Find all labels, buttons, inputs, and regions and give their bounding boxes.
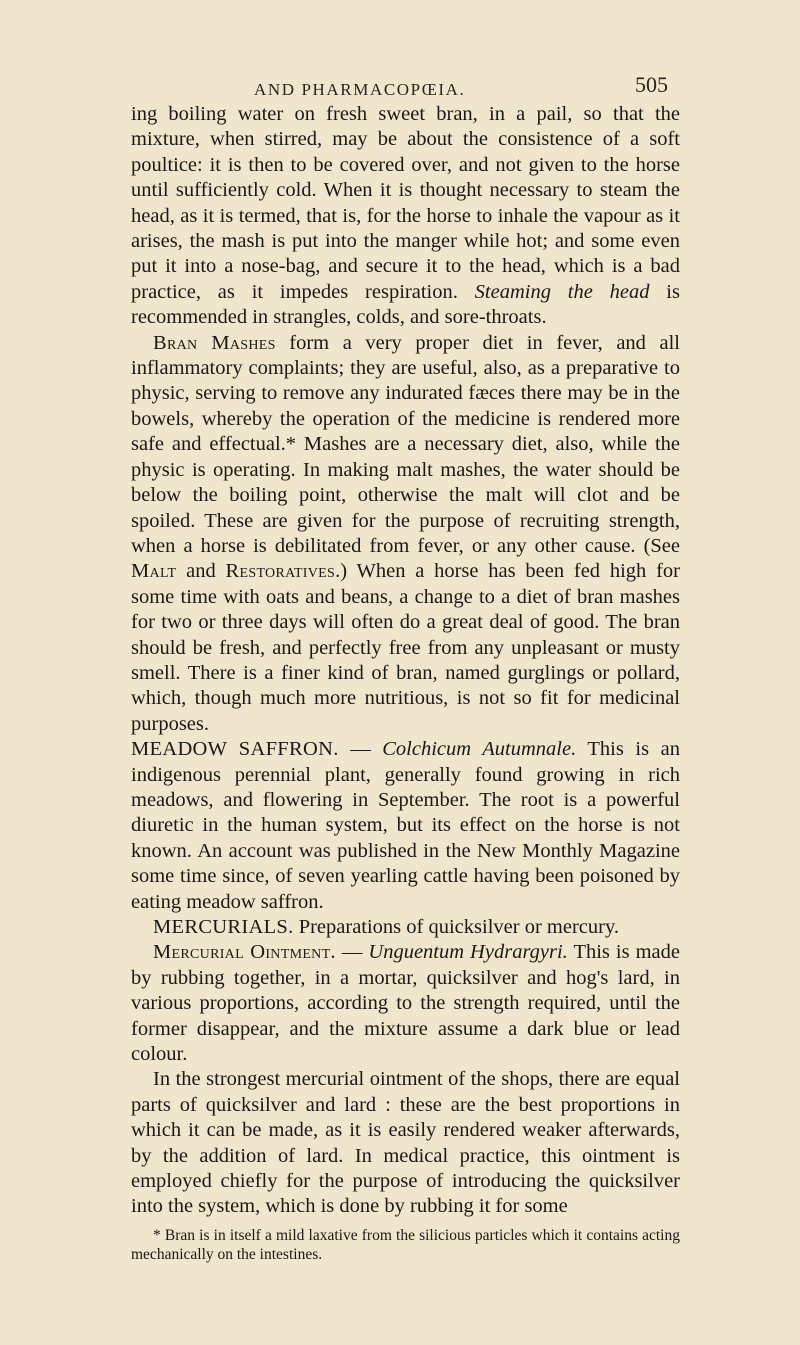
paragraph-strongest-ointment	[131, 1067, 680, 1219]
latin-name: Colchicum Autumnale.	[382, 738, 577, 761]
text-run: This is made by rubbing together, in a mortar, quicksilver and hog's lard, in various proportions, according to the strength required, until the former disappear, and the mixture assume a dark blue or lead colour.	[131, 941, 680, 1066]
text-run: This is an indigenous perennial plant, generally found growing in rich meadows, and flowering in September. The root is a powerful diuretic in the human system, but its effect on the horse is not known. An account was published in the New Monthly Magazine some time since, of seven yearling cattle having been poisoned by eating meadow saffron.	[131, 738, 680, 913]
text-run: Preparations of quicksilver or mercury.	[293, 916, 619, 938]
entry-headword: MEADOW SAFFRON.	[131, 738, 339, 761]
paragraph-bran-mashes	[131, 331, 680, 738]
footnote: * Bran is in itself a mild laxative from the silicious particles which it contains acting mechanically on the intestines.	[131, 1226, 680, 1263]
text-run: form a very proper diet in fever, and all inflammatory complaints; they are useful, also, as a preparative to physic, serving to remove any indurated fæces there may be in the bowels, whereby the operation of the medicine is rendered more safe and effectual.* Mashes are a necessary diet, also, while the physic is operating. In making malt mashes, the water should be below the boiling point, otherwise the malt will clot and be spoiled. These are given for the purpose of recruiting strength, when a horse is debilitated from fever, or any other cause. (See	[131, 331, 680, 557]
text-run: and	[176, 560, 226, 583]
paragraph-mercurial-ointment	[131, 940, 680, 1067]
text-run: ing boiling water on fresh sweet bran, in a pail, so that the mixture, when stirred, may be about the consistence of a soft poultice: it is then to be covered over, and not given to the horse until sufficiently cold. When it is thought necessary to steam the head, as it is termed, that is, for the horse to inhale the vapour as it arises, the mash is put into the manger while hot; and some even put it into a nose-bag, and secure it to the head, which is a bad practice, as it impedes respiration.	[131, 103, 680, 303]
text-run: .) When a horse has been fed high for some time with oats and beans, a change to a diet of bran mashes for two or three days will often do a great deal of good. The bran should be fresh, and perfectly free from any unpleasant or musty smell. There is a finer kind of bran, named gurglings or pollard, which, though much more nutritious, is not so fit for medicinal purposes.	[131, 560, 680, 735]
paragraph-mercurials	[131, 915, 680, 940]
paragraph-bran-mash-preparation	[131, 102, 680, 331]
cross-reference-malt: Malt	[131, 560, 177, 583]
latin-name: Unguentum Hydrargyri.	[368, 941, 568, 964]
page-number: 505	[635, 72, 668, 97]
paragraph-meadow-saffron	[131, 737, 680, 915]
text-run: In the strongest mercurial ointment of the shops, there are equal parts of quicksilver and lard : these are the best proportions in which it can be made, as it is easily rendered weaker afterwards, by the addition of lard. In medical practice, this ointment is employed chiefly for the purpose of introducing the quicksilver into the system, which is done by rubbing it for some	[131, 1068, 680, 1218]
entry-headword: MERCURIALS.	[153, 916, 294, 938]
running-head: AND PHARMACOPŒIA.	[254, 80, 466, 99]
entry-subheading: Mercurial Ointment.	[153, 941, 336, 964]
text-run: —	[335, 941, 369, 964]
body-text	[131, 102, 680, 1220]
entry-subheading: Bran Mashes	[153, 331, 276, 354]
cross-reference-restoratives: Restoratives	[225, 560, 336, 583]
text-run: —	[338, 738, 383, 761]
italic-term: Steaming the head	[474, 280, 650, 303]
text-run: is recommended in strangles, colds, and sore-throats.	[131, 280, 680, 329]
